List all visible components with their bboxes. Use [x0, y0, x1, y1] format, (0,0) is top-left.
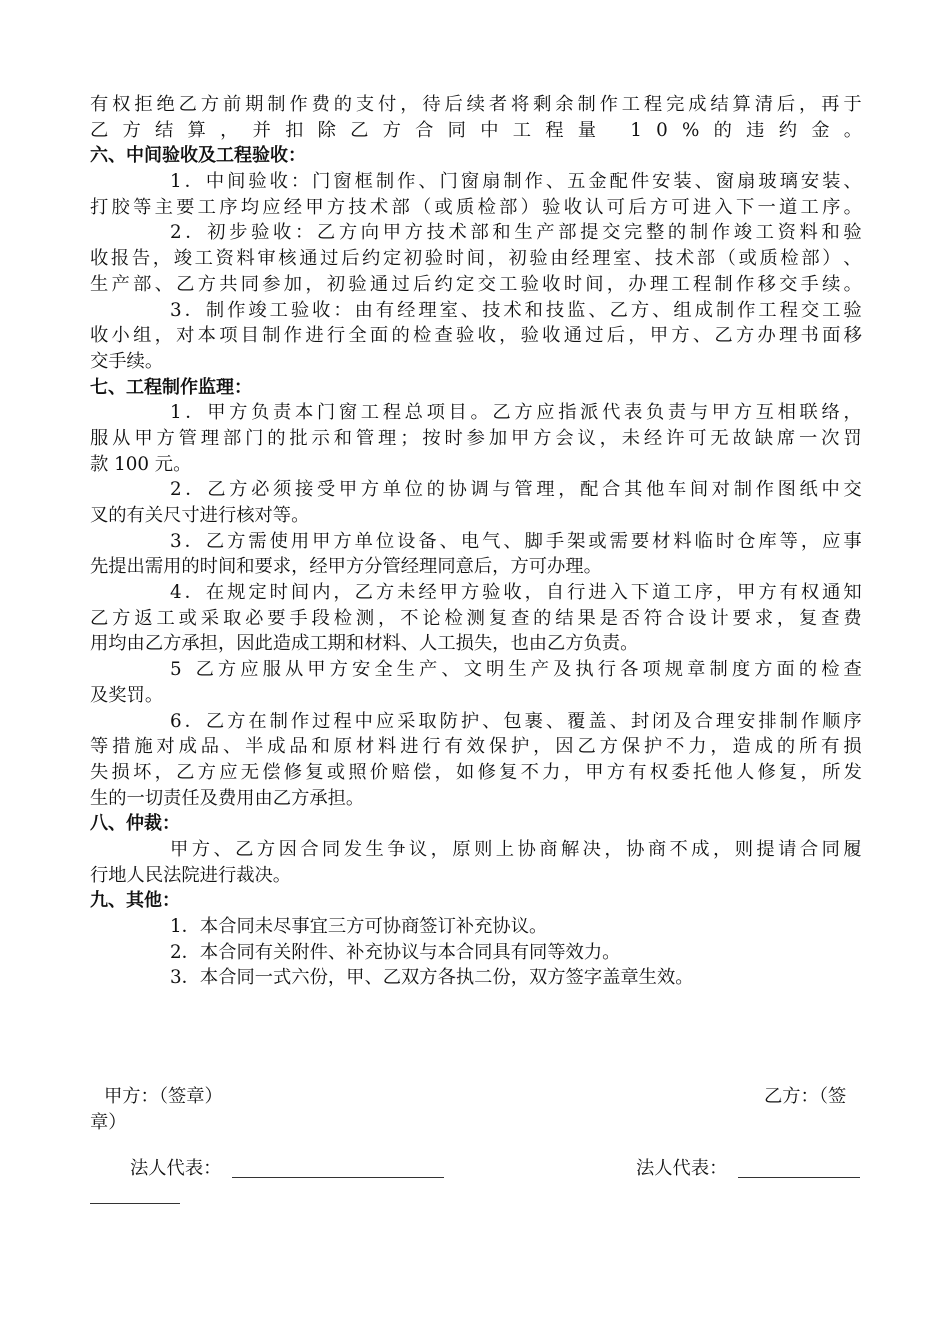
body-text-line: 4 ． 在 规 定 时 间 内 ， 乙 方 未 经 甲 方 验 收 ， 自 行 进 入 下 道 工 序 ， 甲 方 有 权 通 知: [170, 582, 862, 604]
body-text-line: 1 ． 中 间 验 收 ： 门 窗 框 制 作 、 门 窗 扇 制 作 、 五 金 配 件 安 装 、 窗 扇 玻 璃 安 装 、: [170, 171, 862, 193]
body-text-line: 打 胶 等 主 要 工 序 均 应 经 甲 方 技 术 部 （ 或 质 检 部 ） 验 收 认 可 后 方 可 进 入 下 一 道 工 序 。: [90, 196, 862, 218]
body-text-line: 2 ． 乙 方 必 须 接 受 甲 方 单 位 的 协 调 与 管 理 ， 配 合 其 他 车 间 对 制 作 图 纸 中 交: [170, 479, 862, 501]
body-text-line: 行地人民法院进行裁决。: [90, 864, 292, 886]
body-text-line: 3 ． 制 作 竣 工 验 收 ： 由 有 经 理 室 、 技 术 和 技 监 、 乙 方 、 组 成 制 作 工 程 交 工 验: [170, 299, 862, 321]
body-text-line: 交手续。: [90, 350, 164, 372]
body-text-line: 失 损 坏 ， 乙 方 应 无 偿 修 复 或 照 价 赔 偿 ， 如 修 复 不 力 ， 甲 方 有 权 委 托 他 人 修 复 ， 所 发: [90, 761, 862, 783]
legal-rep-a-label: 法人代表：: [130, 1158, 222, 1179]
body-text-line: 等 措 施 对 成 品 、 半 成 品 和 原 材 料 进 行 有 效 保 护 ， 因 乙 方 保 护 不 力 ， 造 成 的 所 有 损: [90, 736, 862, 758]
legal-rep-b-label: 法人代表：: [636, 1158, 728, 1179]
body-text-line: 3 ． 乙 方 需 使 用 甲 方 单 位 设 备 、 电 气 、 脚 手 架 或 需 要 材 料 临 时 仓 库 等 ， 应 事: [170, 530, 862, 552]
body-text-line: 收 报 告 ， 竣 工 资 料 审 核 通 过 后 约 定 初 验 时 间 ， 初 验 由 经 理 室 、 技 术 部 （ 或 质 检 部 ） 、: [90, 248, 862, 270]
body-text-line: 及奖罚。: [90, 684, 164, 706]
body-text-line: 2 ． 初 步 验 收 ： 乙 方 向 甲 方 技 术 部 和 生 产 部 提 交 完 整 的 制 作 竣 工 资 料 和 验: [170, 222, 862, 244]
body-text-line: 服 从 甲 方 管 理 部 门 的 批 示 和 管 理 ； 按 时 参 加 甲 方 会 议 ， 未 经 许 可 无 故 缺 席 一 次 罚: [90, 427, 862, 449]
party-b-signature-label-continued: 章）: [90, 1112, 127, 1133]
body-text-line: 先提出需用的时间和要求，经甲方分管经理同意后，方可办理。: [90, 556, 602, 578]
body-text-line: 3．本合同一式六份，甲、乙双方各执二份，双方签字盖章生效。: [170, 967, 694, 989]
party-a-signature-label: 甲方：（签章）: [104, 1086, 223, 1107]
body-text-line: 甲 方 、 乙 方 因 合 同 发 生 争 议 ， 原 则 上 协 商 解 决 ， 协 商 不 成 ， 则 提 请 合 同 履: [170, 838, 862, 860]
body-text-line: 6 ． 乙 方 在 制 作 过 程 中 应 采 取 防 护 、 包 裹 、 覆 盖 、 封 闭 及 合 理 安 排 制 作 顺 序: [170, 710, 862, 732]
body-text-line: 1．本合同未尽事宜三方可协商签订补充协议。: [170, 916, 548, 937]
body-text-line: 2．本合同有关附件、补充协议与本合同具有同等效力。: [170, 941, 621, 963]
contract-body: [90, 92, 862, 991]
party-b-signature-label: 乙方：（签: [764, 1086, 847, 1107]
legal-rep-b-signature-line-continued: [90, 1203, 180, 1204]
section-heading: 六、中间验收及工程验收：: [90, 145, 306, 167]
body-text-line: 叉的有关尺寸进行核对等。: [90, 505, 310, 526]
body-text-line: 乙 方 结 算 ， 并 扣 除 乙 方 合 同 中 工 程 量 1 0 % 的 违 约 金 。: [90, 119, 862, 141]
body-text-line: 款 100 元。: [90, 453, 192, 475]
body-text-line: 有 权 拒 绝 乙 方 前 期 制 作 费 的 支 付 ， 待 后 续 者 将 剩 余 制 作 工 程 完 成 结 算 清 后 ， 再 于: [90, 94, 862, 115]
legal-rep-b-signature-line: [738, 1177, 860, 1178]
body-text-line: 乙 方 返 工 或 采 取 必 要 手 段 检 测 ， 不 论 检 测 复 查 的 结 果 是 否 符 合 设 计 要 求 ， 复 查 费: [90, 607, 862, 629]
section-heading: 七、工程制作监理：: [90, 376, 252, 398]
body-text-line: 1 ． 甲 方 负 责 本 门 窗 工 程 总 项 目 。 乙 方 应 指 派 代 表 负 责 与 甲 方 互 相 联 络 ，: [170, 402, 862, 424]
body-text-line: 收 小 组 ， 对 本 项 目 制 作 进 行 全 面 的 检 查 验 收 ， 验 收 通 过 后 ， 甲 方 、 乙 方 办 理 书 面 移: [90, 325, 862, 347]
body-text-line: 生的一切责任及费用由乙方承担。: [90, 787, 365, 809]
body-text-line: 用均由乙方承担，因此造成工期和材料、人工损失，也由乙方负责。: [90, 633, 639, 655]
section-heading: 九、其他：: [90, 890, 180, 912]
section-heading: 八、仲裁：: [90, 813, 180, 835]
body-text-line: 生 产 部 、 乙 方 共 同 参 加 ， 初 验 通 过 后 约 定 交 工 验 收 时 间 ， 办 理 工 程 制 作 移 交 手 续 。: [90, 273, 862, 295]
body-text-line: 5 乙 方 应 服 从 甲 方 安 全 生 产 、 文 明 生 产 及 执 行 各 项 规 章 制 度 方 面 的 检 查: [170, 659, 862, 681]
legal-rep-a-signature-line: [232, 1177, 444, 1178]
